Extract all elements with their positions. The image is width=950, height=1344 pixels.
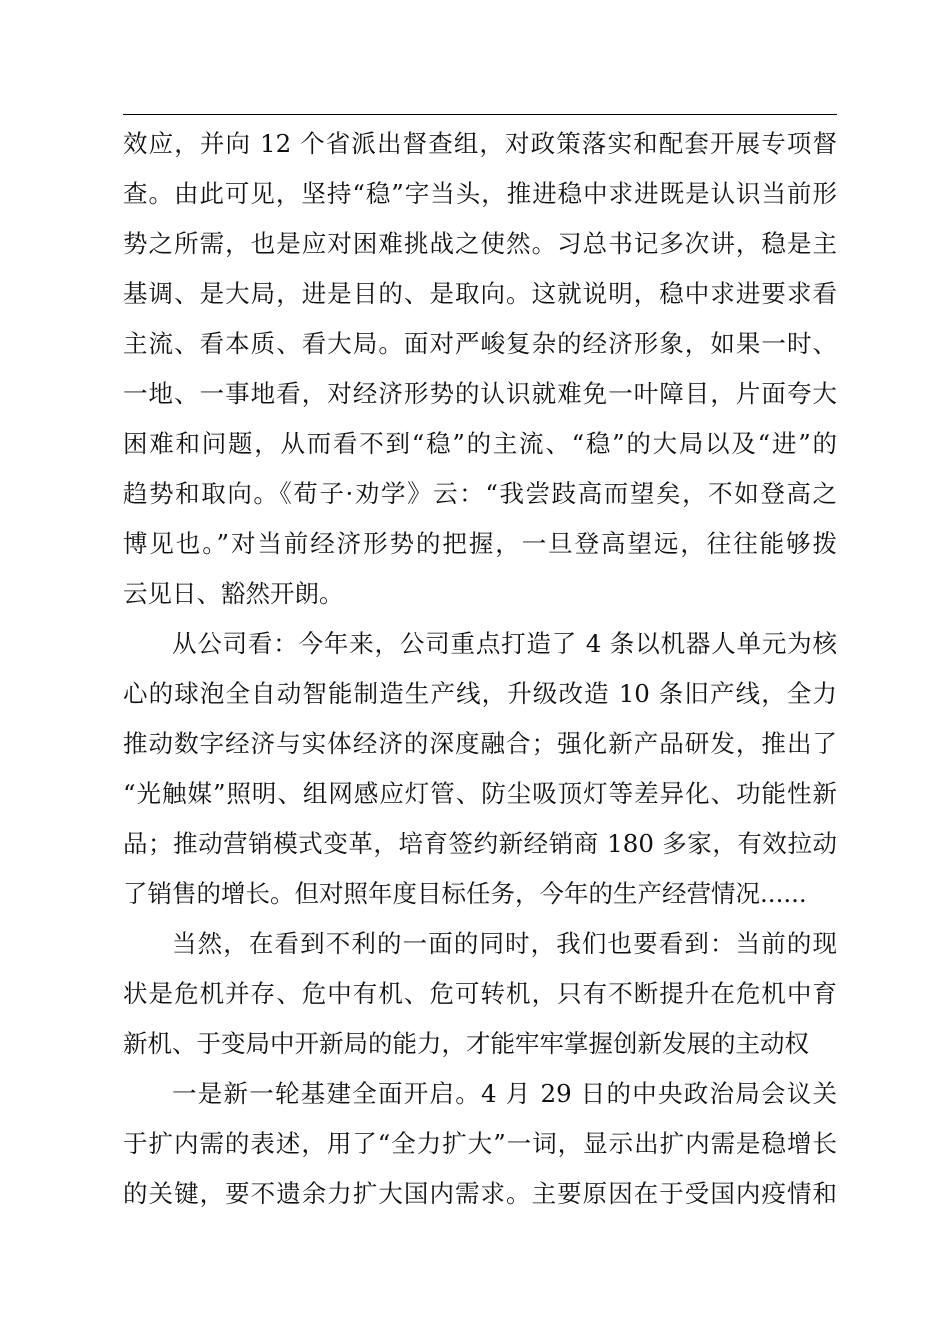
text-line: 品；推动营销模式变革，培育签约新经销商 180 多家，有效拉动	[123, 829, 837, 858]
text-line: 博见也。”对当前经济形势的把握，一旦登高望远，往往能够拨	[123, 529, 837, 558]
text-line: 基调、是大局，进是目的、是取向。这就说明，稳中求进要求看	[123, 279, 837, 308]
text-line: 了销售的增长。但对照年度目标任务，今年的生产经营情况......	[123, 879, 807, 908]
text-line: 状是危机并存、危中有机、危可转机，只有不断提升在危机中育	[123, 979, 837, 1008]
text-line: 趋势和取向。《荀子·劝学》云：“我尝跂高而望矣，不如登高之	[123, 479, 837, 508]
paragraph-start-line: 当然，在看到不利的一面的同时，我们也要看到：当前的现	[172, 929, 837, 958]
text-line: 一地、一事地看，对经济形势的认识就难免一叶障目，片面夸大	[123, 379, 837, 408]
text-line: 困难和问题，从而看不到“稳”的主流、“稳”的大局以及“进”的	[123, 429, 837, 458]
text-line: 效应，并向 12 个省派出督查组，对政策落实和配套开展专项督	[123, 129, 837, 158]
text-line: “光触媒”照明、组网感应灯管、防尘吸顶灯等差异化、功能性新	[123, 779, 837, 808]
text-line: 主流、看本质、看大局。面对严峻复杂的经济形象，如果一时、	[123, 329, 837, 358]
paragraph-start-line: 从公司看：今年来，公司重点打造了 4 条以机器人单元为核	[172, 629, 837, 658]
text-line: 推动数字经济与实体经济的深度融合；强化新产品研发，推出了	[123, 729, 837, 758]
text-line: 的关键，要不遗余力扩大国内需求。主要原因在于受国内疫情和	[123, 1179, 837, 1208]
paragraph-start-line: 一是新一轮基建全面开启。4 月 29 日的中央政治局会议关	[172, 1079, 837, 1108]
text-line: 新机、于变局中开新局的能力，才能牢牢掌握创新发展的主动权	[123, 1029, 809, 1058]
text-line: 于扩内需的表述，用了“全力扩大”一词，显示出扩内需是稳增长	[123, 1129, 837, 1158]
text-line: 云见日、豁然开朗。	[123, 579, 344, 608]
header-rule	[123, 114, 837, 115]
text-line: 势之所需，也是应对困难挑战之使然。习总书记多次讲，稳是主	[123, 229, 837, 258]
text-line: 查。由此可见，坚持“稳”字当头，推进稳中求进既是认识当前形	[123, 179, 837, 208]
text-line: 心的球泡全自动智能制造生产线，升级改造 10 条旧产线，全力	[123, 679, 837, 708]
